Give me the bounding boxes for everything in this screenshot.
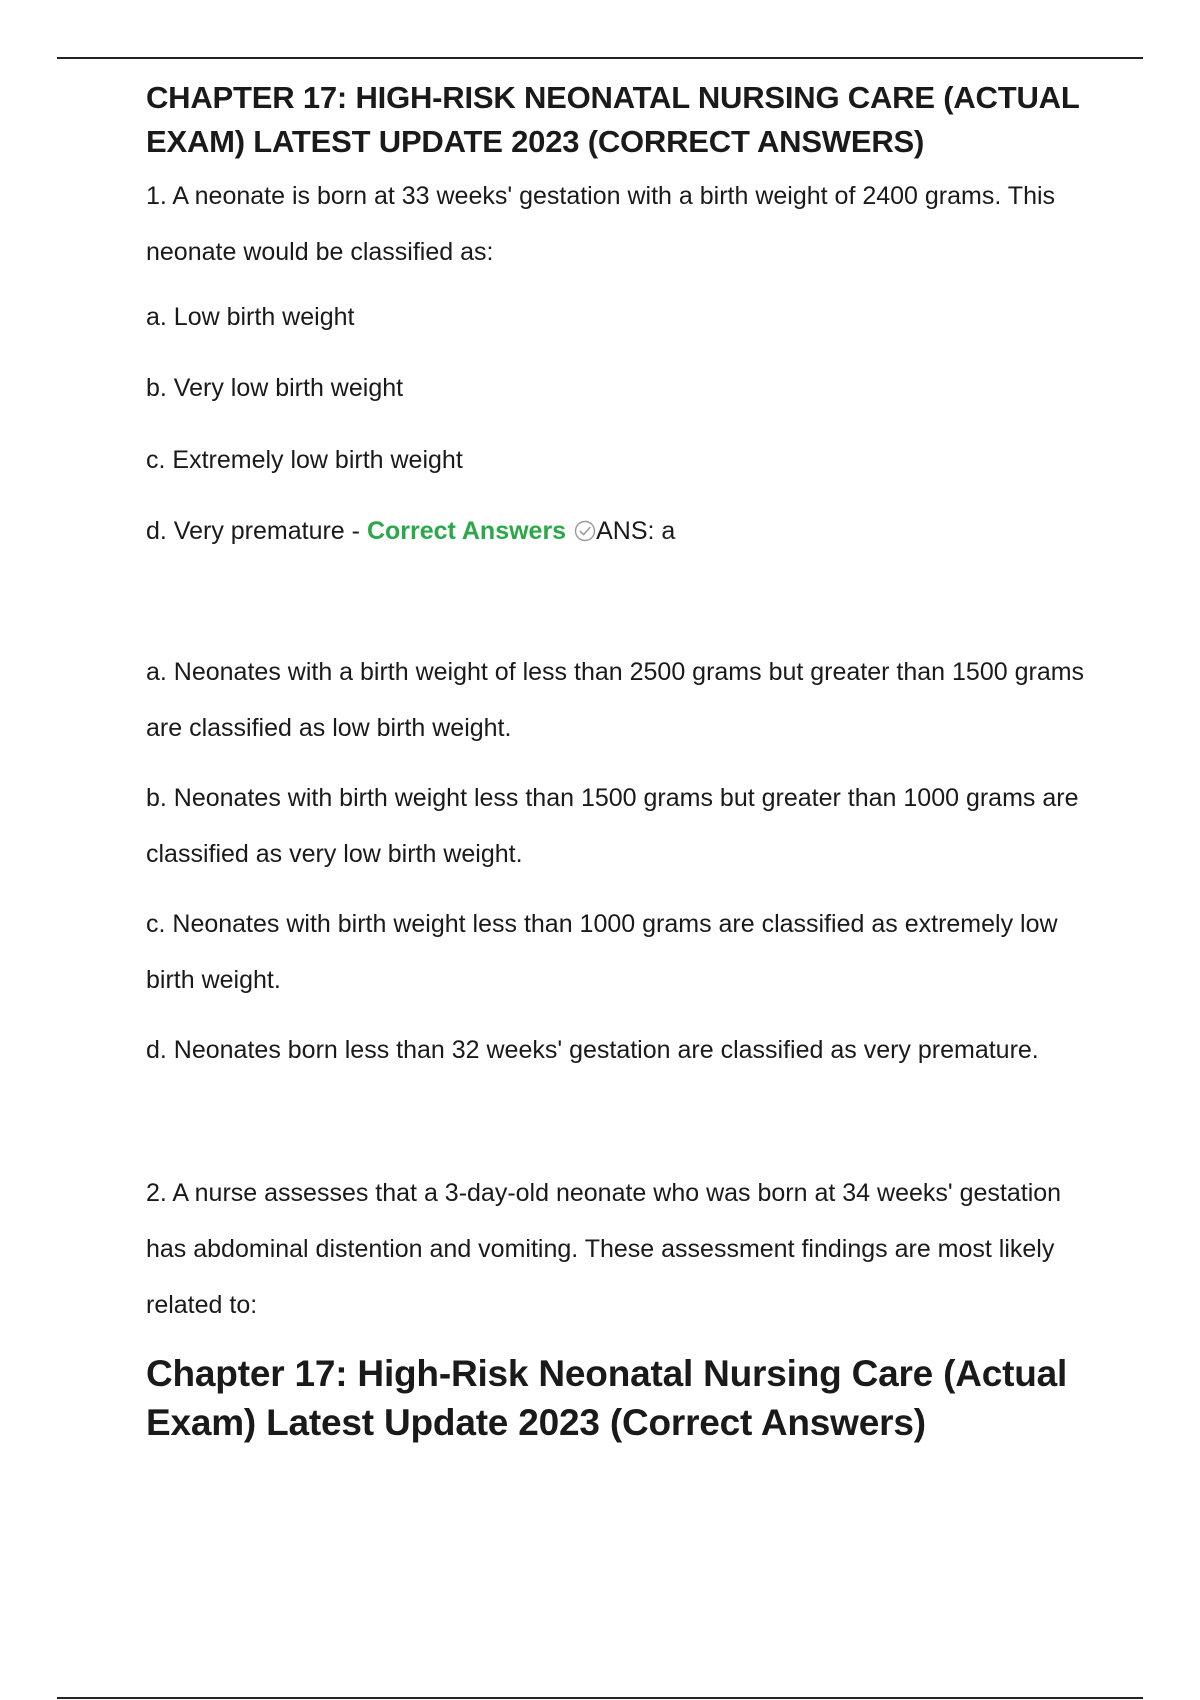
rationale-b: b. Neonates with birth weight less than 1500 grams but greater than 1000 grams are classified as very low birth weight. (146, 784, 1079, 868)
footer-title: Chapter 17: High-Risk Neonatal Nursing Care (Actual Exam) Latest Update 2023 (Correct Answers) (146, 1353, 1068, 1443)
document-body (146, 76, 1106, 1447)
answer-key: ANS: a (596, 517, 676, 545)
question-1-stem: 1. A neonate is born at 33 weeks' gestation with a birth weight of 2400 grams. This neonate would be classified as: (146, 182, 1056, 266)
question-1-option-a: a. Low birth weight (146, 303, 355, 331)
question-1-option-b: b. Very low birth weight (146, 374, 404, 402)
rationale-a: a. Neonates with a birth weight of less than 2500 grams but greater than 1500 grams are classified as low birth weight. (146, 658, 1085, 742)
question-2-stem: 2. A nurse assesses that a 3-day-old neonate who was born at 34 weeks' gestation has abdominal distention and vomiting. These assessment findings are most likely related to: (146, 1179, 1062, 1319)
question-1-option-c: c. Extremely low birth weight (146, 446, 463, 474)
top-divider (57, 57, 1143, 59)
bottom-divider (57, 1697, 1143, 1699)
correct-answers-label: Correct Answers (366, 517, 567, 545)
question-1-option-d: d. Very premature - (146, 517, 367, 545)
rationale-c: c. Neonates with birth weight less than 1000 grams are classified as extremely low birth weight. (146, 910, 1058, 994)
rationale-d: d. Neonates born less than 32 weeks' gestation are classified as very premature. (146, 1036, 1039, 1064)
page-title: CHAPTER 17: HIGH-RISK NEONATAL NURSING CARE (ACTUAL EXAM) LATEST UPDATE 2023 (CORRECT ANSWERS) (146, 80, 1080, 159)
question-1-option-d-line (146, 516, 1106, 546)
check-circle-icon (574, 520, 596, 542)
